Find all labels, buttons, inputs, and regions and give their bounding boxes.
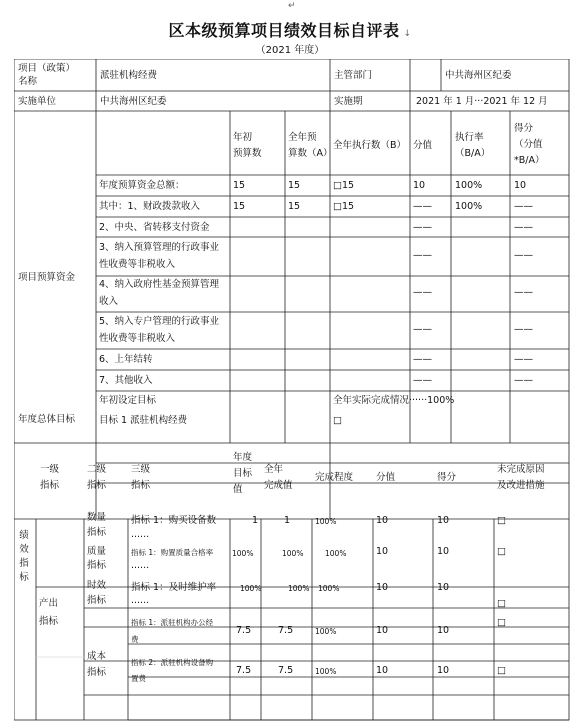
l2-cost-2: 指标 (87, 667, 107, 678)
done-value: 1 (284, 515, 291, 526)
budget-rate: 100% (455, 201, 483, 212)
budget-score: —— (413, 250, 432, 261)
budget-row-label-2: 性收费等非税收入 (99, 259, 176, 270)
score-value: 10 (376, 515, 389, 526)
l2-cost-1: 成本 (87, 651, 107, 662)
dept-label: 主管部门 (334, 70, 373, 81)
degree-value: 100% (325, 549, 347, 558)
h-score: 分值 (376, 472, 396, 483)
col-annual-1: 全年预 (288, 132, 317, 143)
l2-quantity-1: 数量 (87, 512, 107, 523)
budget-got: —— (514, 201, 533, 212)
reason-value: □ (497, 546, 506, 557)
period-value: 2021 年 1 月···2021 年 12 月 (416, 96, 548, 107)
budget-annual: 15 (288, 201, 301, 212)
reason-value: □ (497, 665, 506, 676)
budget-section-label: 项目预算资金 (18, 272, 76, 283)
h-level2-2: 指标 (87, 480, 107, 491)
l3-indicator-more: 置费 (131, 674, 146, 683)
degree-value: 100% (315, 627, 337, 636)
got-value: 10 (437, 665, 450, 676)
budget-row-label: 年度预算资金总额： (99, 180, 185, 191)
budget-row-label-2: 性收费等非税收入 (99, 333, 176, 344)
budget-row-label: 5、纳入专户管理的行政事业 (99, 316, 220, 327)
h-target-3: 值 (233, 484, 243, 495)
budget-row-label: 3、纳入预算管理的行政事业 (99, 242, 220, 253)
h-level3b: 指标 (131, 480, 151, 491)
h-done-1: 全年 (264, 464, 284, 475)
reason-value: □ (497, 598, 506, 609)
budget-annual: 15 (288, 180, 301, 191)
score-value: 10 (376, 665, 389, 676)
budget-exec: □15 (333, 180, 355, 191)
col-initial-1: 年初 (233, 132, 253, 143)
perf-section-label: 绩效指标 (19, 530, 29, 583)
col-rate-2: （B/A） (455, 148, 491, 159)
col-score: 分值 (413, 140, 433, 151)
budget-got: 10 (514, 180, 527, 191)
l2-timeliness-1: 时效 (87, 580, 107, 591)
target-value: 7.5 (236, 665, 252, 676)
reason-value: □ (497, 617, 506, 628)
budget-score: 10 (413, 180, 426, 191)
col-initial-2: 预算数 (233, 148, 262, 159)
col-annual-2: 算数（A） (288, 148, 333, 159)
budget-row-label-2: 收入 (99, 296, 119, 307)
paragraph-mark-icon: ↵ (288, 1, 296, 11)
budget-score: —— (413, 354, 432, 365)
degree-value: 100% (315, 517, 337, 526)
target-value: 1 (252, 515, 259, 526)
budget-exec: □15 (333, 201, 355, 212)
budget-got: —— (514, 375, 533, 386)
goals-initial-label: 年初设定目标 (99, 395, 157, 406)
period-label: 实施期 (334, 96, 363, 107)
l3-indicator-more: ······ (131, 532, 150, 543)
col-got-3: *B/A） (514, 155, 545, 166)
form-year: （2021 年度） (255, 45, 325, 56)
target-value: 7.5 (236, 625, 252, 636)
h-target-1: 年度 (233, 452, 253, 463)
l3-indicator: 指标 1：派驻机构办公经 (131, 618, 214, 627)
project-name-label: 项目（政策） (18, 63, 76, 74)
l3-indicator: 指标 1：及时维护率 (131, 582, 217, 593)
budget-row-label: 7、其他收入 (99, 375, 153, 386)
budget-row-label: 2、中央、省转移支付资金 (99, 222, 210, 233)
budget-got: —— (514, 324, 533, 335)
goals-actual-label: 全年实际完成情况······100% (333, 395, 455, 406)
l2-quality-1: 质量 (87, 546, 107, 557)
project-name-label-2: 名称 (18, 76, 38, 87)
budget-score: —— (413, 222, 432, 233)
budget-got: —— (514, 287, 533, 298)
got-value: 10 (437, 546, 450, 557)
h-target-2: 目标 (233, 468, 253, 479)
budget-row-label: 6、上年结转 (99, 354, 153, 365)
budget-got: —— (514, 222, 533, 233)
h-reason-1: 未完成原因 (497, 464, 545, 475)
budget-row-label: 4、纳入政府性基金预算管理 (99, 279, 220, 290)
budget-initial: 15 (233, 201, 246, 212)
score-value: 10 (376, 625, 389, 636)
degree-value: 100% (318, 584, 340, 593)
col-rate-1: 执行率 (455, 132, 484, 143)
project-name: 派驻机构经费 (100, 70, 158, 81)
output-label: 产出 (39, 598, 59, 609)
got-value: 10 (437, 625, 450, 636)
output-label-2: 指标 (39, 616, 59, 627)
paragraph-mark-icon: ↓ (403, 29, 412, 39)
h-level3: 三级 (131, 464, 151, 475)
got-value: 10 (437, 582, 450, 593)
budget-got: —— (514, 250, 533, 261)
budget-score: —— (413, 201, 432, 212)
col-got-1: 得分 (514, 123, 534, 134)
budget-rate: 100% (455, 180, 483, 191)
l3-indicator-more: ······ (131, 563, 150, 574)
l3-indicator: 指标 1：购买设备数 (131, 515, 217, 526)
goal-1: 目标 1 派驻机构经费 (99, 415, 188, 426)
score-value: 10 (376, 546, 389, 557)
h-level2-1: 二级 (87, 464, 107, 475)
reason-value: □ (497, 515, 506, 526)
goal-1-actual: □ (333, 415, 342, 426)
goals-section-label: 年度总体目标 (18, 414, 76, 425)
form-title: 区本级预算项目绩效目标自评表 ↓ (168, 21, 412, 40)
l2-timeliness-2: 指标 (87, 595, 107, 606)
h-done-2: 完成值 (264, 480, 293, 491)
budget-score: —— (413, 375, 432, 386)
unit-label: 实施单位 (18, 96, 57, 107)
degree-value: 100% (315, 667, 337, 676)
l3-indicator-more: 费 (131, 635, 139, 644)
done-value: 100% (288, 584, 310, 593)
col-exec: 全年执行数（B） (333, 140, 407, 151)
l2-quantity-2: 指标 (87, 527, 107, 538)
unit-value: 中共海州区纪委 (100, 96, 167, 107)
h-reason-2: 及改进措施 (497, 480, 545, 491)
evaluation-table (14, 59, 570, 721)
h-level1-1: 一级 (40, 464, 60, 475)
done-value: 7.5 (278, 625, 294, 636)
budget-got: —— (514, 354, 533, 365)
done-value: 7.5 (278, 665, 294, 676)
h-degree: 完成程度 (315, 472, 354, 483)
h-got: 得分 (437, 472, 457, 483)
budget-score: —— (413, 324, 432, 335)
score-value: 10 (376, 582, 389, 593)
l3-indicator: 指标 2：派驻机构设备购 (131, 658, 214, 667)
target-value: 100% (240, 584, 262, 593)
budget-row-label: 其中：1、财政拨款收入 (99, 201, 201, 212)
budget-score: —— (413, 287, 432, 298)
col-got-2: （分值 (514, 139, 543, 150)
done-value: 100% (282, 549, 304, 558)
budget-initial: 15 (233, 180, 246, 191)
got-value: 10 (437, 515, 450, 526)
l3-indicator-more: ······ (131, 598, 150, 609)
target-value: 100% (232, 549, 254, 558)
l2-quality-2: 指标 (87, 560, 107, 571)
h-level1-2: 指标 (40, 480, 60, 491)
dept-value: 中共海州区纪委 (445, 70, 512, 81)
l3-indicator: 指标 1：购置质量合格率 (131, 548, 214, 557)
